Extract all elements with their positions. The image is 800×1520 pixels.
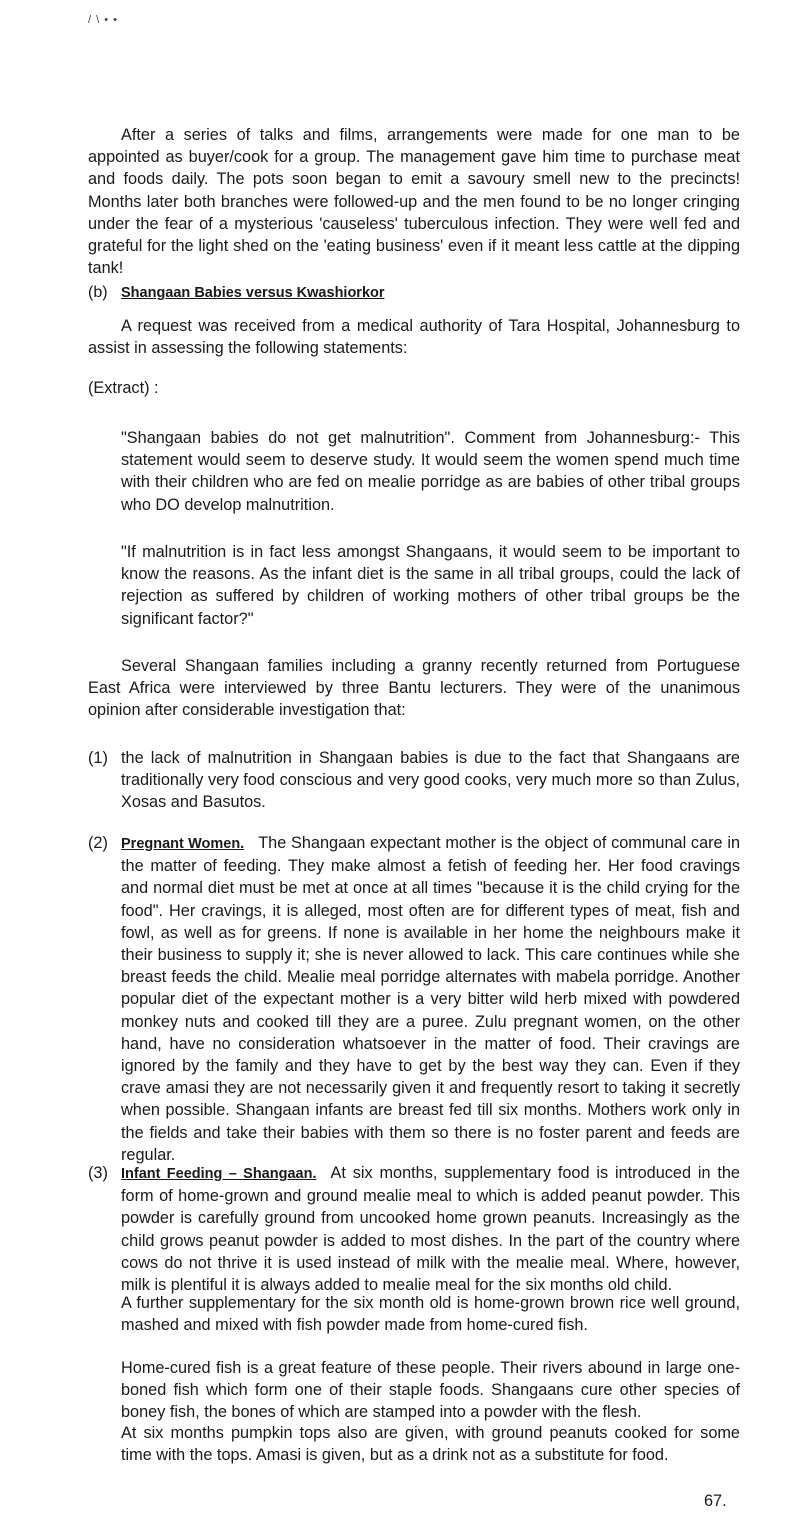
quote-2: "If malnutrition is in fact less amongst Shangaans, it would seem to be important to know the reasons. As the infant diet is the same in all tribal groups, could the lack of rejection as suffered by children of working mothers of other tribal groups be the significant factor?" [121,543,740,628]
section-b-label: (b) [88,284,108,301]
sub-paragraph-fish: Home-cured fish is a great feature of these people. Their rivers abound in large one-boned fish which form one of their staple foods. Shangaans cure other species of boney fish, the bones of which are stamped into a powder with the flesh. [121,1359,740,1422]
request-paragraph: A request was received from a medical authority of Tara Hospital, Johannesburg to assist in assessing the following statements: [88,317,740,358]
item-heading: Pregnant Women. [121,836,245,852]
extract-label: (Extract) : [88,379,159,397]
section-b-title: Shangaan Babies versus Kwashiorkor [121,285,385,301]
item-number: (1) [88,749,108,767]
sub-paragraph-rice: A further supplementary for the six month old is home-grown brown rice well ground, mashed and mixed with fish powder made from home-cured fish. [121,1294,740,1335]
scan-marks: / \ • • [88,14,118,26]
item-text: The Shangaan expectant mother is the object of communal care in the matter of feeding. They make almost a fetish of feeding her. Her food cravings and normal diet must be met at once at all times "because it is the child crying for the food". Her cravings, it is alleged, most often are for different types of meat, fish and fowl, as well as for greens. If none is available in her home the neighbours make it their business to supply it; she is never allowed to lack. This care continues while she breast feeds the child. Mealie meal porridge alternates with mabela porridge. Another popular diet of the expectant mother is a very bitter wild herb mixed with powdered monkey nuts and cooked till they are a puree. Zulu pregnant women, on the other hand, have no consideration whatsoever in the matter of food. Their cravings are ignored by the family and they have to get by the best way they can. Even if they crave amasi they are not necessarily given it and frequently resort to taking it secretly when possible. Shangaan infants are breast fed till six months. Mothers work only in the fields and take their babies with them so there is no foster parent and feeds are regular. [121,834,741,1164]
item-number: (3) [88,1164,108,1182]
section-b-heading [88,282,385,304]
list-item-2 [88,832,740,1166]
investigation-paragraph: Several Shangaan families including a granny recently returned from Portuguese East Africa were interviewed by three Bantu lecturers. They were of the unanimous opinion after considerable investigation that: [88,657,740,720]
intro-paragraph: After a series of talks and films, arrangements were made for one man to be appointed as buyer/cook for a group. The management gave him time to purchase meat and foods daily. The pots soon began to emit a savoury smell new to the precincts! Months later both branches were followed-up and the men found to be no longer cringing under the fear of a mysterious 'causeless' tuberculous infection. They were well fed and grateful for the light shed on the 'eating business' even if it meant less cattle at the dipping tank! [88,126,740,278]
item-heading: Infant Feeding – Shangaan. [121,1166,317,1182]
sub-paragraph-pumpkin: At six months pumpkin tops also are given, with ground peanuts cooked for some time with the tops. Amasi is given, but as a drink not as a substitute for food. [121,1424,740,1465]
item-text: the lack of malnutrition in Shangaan babies is due to the fact that Shangaans are traditionally very food conscious and very good cooks, very much more so than Zulus, Xosas and Basutos. [121,749,740,812]
list-item-1 [88,747,740,814]
item-number: (2) [88,834,108,852]
quote-1: "Shangaan babies do not get malnutrition". Comment from Johannesburg:- This statement would seem to deserve study. It would seem the women spend much time with their children who are fed on mealie porridge as are babies of other tribal groups who DO develop malnutrition. [121,429,740,514]
page-number: 67. [704,1492,727,1510]
list-item-3 [88,1162,740,1296]
item-text: At six months, supplementary food is introduced in the form of home-grown and ground mealie meal to which is added peanut powder. This powder is carefully ground from uncooked home grown peanuts. Increasingly as the child grows peanut powder is added to most dishes. In the part of the country where cows do not thrive it is used instead of milk with the mealie meal. Where, however, milk is plentiful it is always added to mealie meal for the six months old child. [121,1164,740,1295]
